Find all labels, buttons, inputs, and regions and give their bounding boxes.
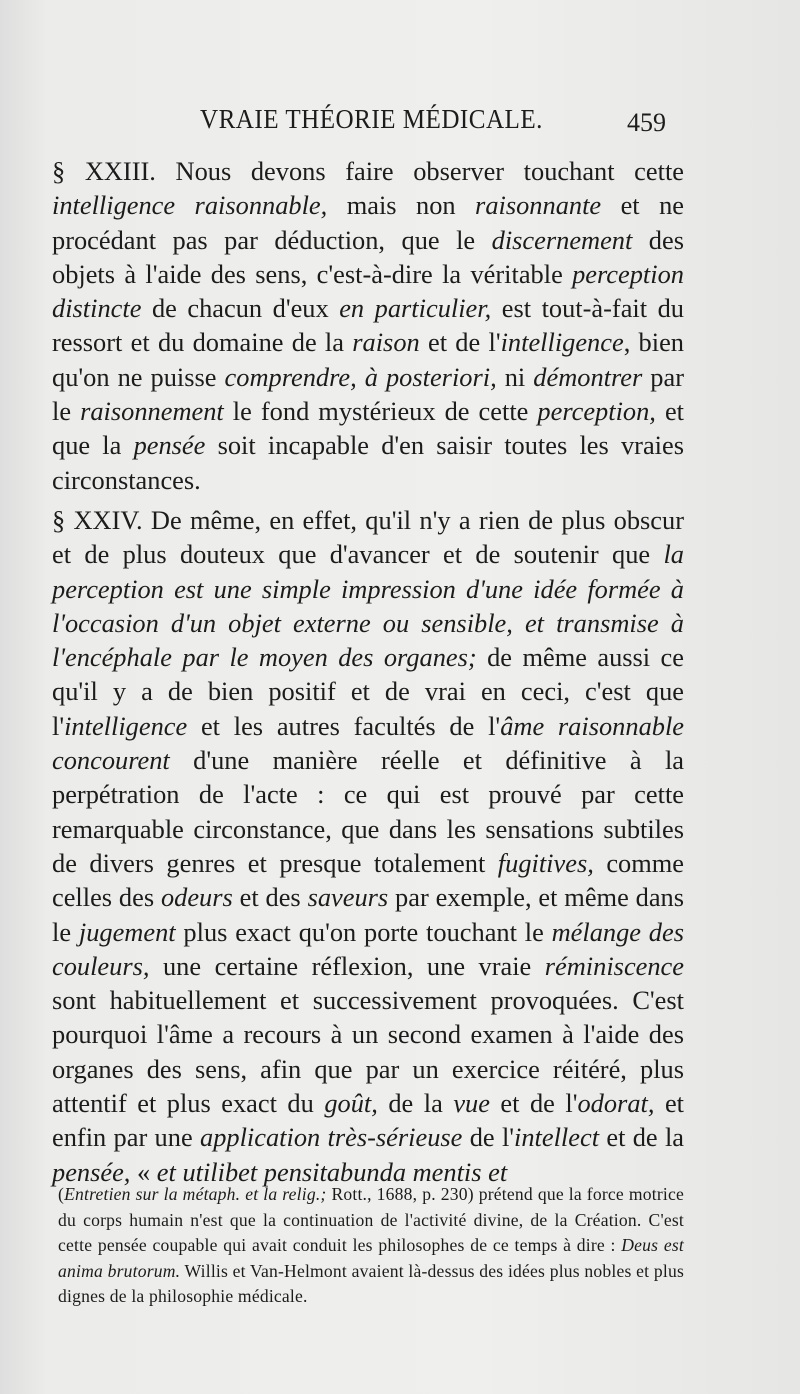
page-number: 459 xyxy=(627,108,666,137)
text-run: ni xyxy=(496,361,534,392)
text-run: § XXIV. De même, en effet, qu'il n'y a rien de plus obscur et de plus douteux que d'avancer et de soutenir que xyxy=(52,504,684,570)
text-run: des objets à l'aide des sens, c'est-à-dire la véritable xyxy=(52,224,684,289)
paragraph-xxiii xyxy=(52,154,684,497)
italic-text: pensée, xyxy=(52,1156,131,1187)
italic-text: vue xyxy=(453,1088,490,1119)
text-run: d'une manière réelle et définitive à la perpétration de l'acte : ce qui est prouvé par cette remarquable circonstance, que dans les sensations subtiles de divers genres et presque totalement xyxy=(52,745,684,878)
italic-text: Entretien sur la métaph. et la relig.; xyxy=(64,1184,327,1204)
text-run: de l' xyxy=(462,1122,515,1153)
italic-text: démontrer xyxy=(533,361,643,392)
text-run: par exemple, et même dans le xyxy=(52,882,685,947)
text-run: § XXIII. Nous devons faire observer touchant cette xyxy=(52,156,684,186)
text-run: et de l' xyxy=(419,327,501,358)
italic-text: saveurs xyxy=(307,882,389,913)
text-run: Willis et Van-Helmont avaient là-dessus des idées plus nobles et plus dignes de la philosophie médicale. xyxy=(58,1260,684,1307)
text-run: et de l' xyxy=(489,1088,578,1119)
text-run: ( xyxy=(58,1184,65,1204)
italic-text: mélange des couleurs, xyxy=(52,916,684,981)
italic-text: raison xyxy=(352,327,420,358)
italic-text: âme raisonnable concourent xyxy=(52,710,685,776)
page-header xyxy=(0,100,800,140)
footnote xyxy=(58,1182,684,1310)
text-run: et ne procédant pas par déduction, que le xyxy=(52,190,684,255)
italic-text: intelligence xyxy=(64,710,188,741)
italic-text: la perception est une simple impression d'une idée formée à l'occasion d'un objet externe ou sensible, et transmise à l'encéphale par le moyen des organes; xyxy=(52,539,684,673)
text-run: Rott., 1688, p. 230) prétend que la force motrice du corps humain n'est que la continuation de l'activité divine, de la Création. C'est cette pensée coupable qui avait conduit les philosophes de ce temps à dire : xyxy=(58,1184,685,1256)
body-text xyxy=(52,154,684,1189)
italic-text: discernement xyxy=(491,224,633,255)
italic-text: réminiscence xyxy=(544,950,684,981)
italic-text: odorat, xyxy=(577,1088,655,1119)
text-run: et que la xyxy=(52,396,684,461)
text-run: une certaine réflexion, une vraie xyxy=(149,950,545,981)
italic-text: intelligence raisonnable, xyxy=(52,190,328,221)
italic-text: et utilibet pensitabunda mentis et xyxy=(156,1156,508,1187)
italic-text: Deus est anima brutorum. xyxy=(58,1235,684,1281)
text-run: et de la xyxy=(599,1122,684,1153)
italic-text: perception, xyxy=(537,396,656,427)
text-run: comme celles des xyxy=(52,847,684,913)
italic-text: raisonnante xyxy=(475,190,602,221)
italic-text: fugitives, xyxy=(497,847,594,878)
running-title: VRAIE THÉORIE MÉDICALE. xyxy=(200,104,543,134)
italic-text: intelligence xyxy=(500,327,624,358)
text-run: sont habituellement et successivement provoquées. C'est pourquoi l'âme a recours à un second examen à l'aide des organes des sens, afin que par un exercice réitéré, plus attentif et plus exact du xyxy=(52,985,684,1119)
italic-text: odeurs xyxy=(160,882,233,913)
text-run: de la xyxy=(377,1088,454,1119)
italic-text: goût, xyxy=(324,1088,378,1119)
italic-text: en particulier, xyxy=(339,293,492,324)
paragraph-xxiv xyxy=(52,503,684,1189)
text-run: soit incapable d'en saisir toutes les vraies circonstances. xyxy=(52,430,684,495)
italic-text: application très-sérieuse xyxy=(200,1122,463,1153)
text-run: par le xyxy=(52,361,684,427)
text-run: est tout-à-fait du ressort et du domaine de la xyxy=(52,293,685,358)
italic-text: jugement xyxy=(78,916,176,947)
italic-text: perception distincte xyxy=(52,258,684,324)
text-run: et enfin par une xyxy=(52,1088,684,1153)
text-run: et des xyxy=(232,882,308,913)
text-run: le fond mystérieux de cette xyxy=(223,396,538,427)
text-run: « xyxy=(130,1156,157,1187)
italic-text: raisonnement xyxy=(80,396,224,427)
text-run: , bien qu'on ne puisse xyxy=(52,327,684,392)
italic-text: intellect xyxy=(514,1122,600,1153)
text-run: de chacun d'eux xyxy=(141,293,340,324)
text-run: et les autres facultés de l' xyxy=(187,710,501,741)
italic-text: pensée xyxy=(133,430,206,461)
text-run: plus exact qu'on porte touchant le xyxy=(175,916,552,947)
text-run: de même aussi ce qu'il y a de bien positif et de vrai en ceci, c'est que l' xyxy=(52,642,684,741)
text-run: mais non xyxy=(327,190,476,221)
italic-text: comprendre, à posteriori, xyxy=(224,361,497,392)
